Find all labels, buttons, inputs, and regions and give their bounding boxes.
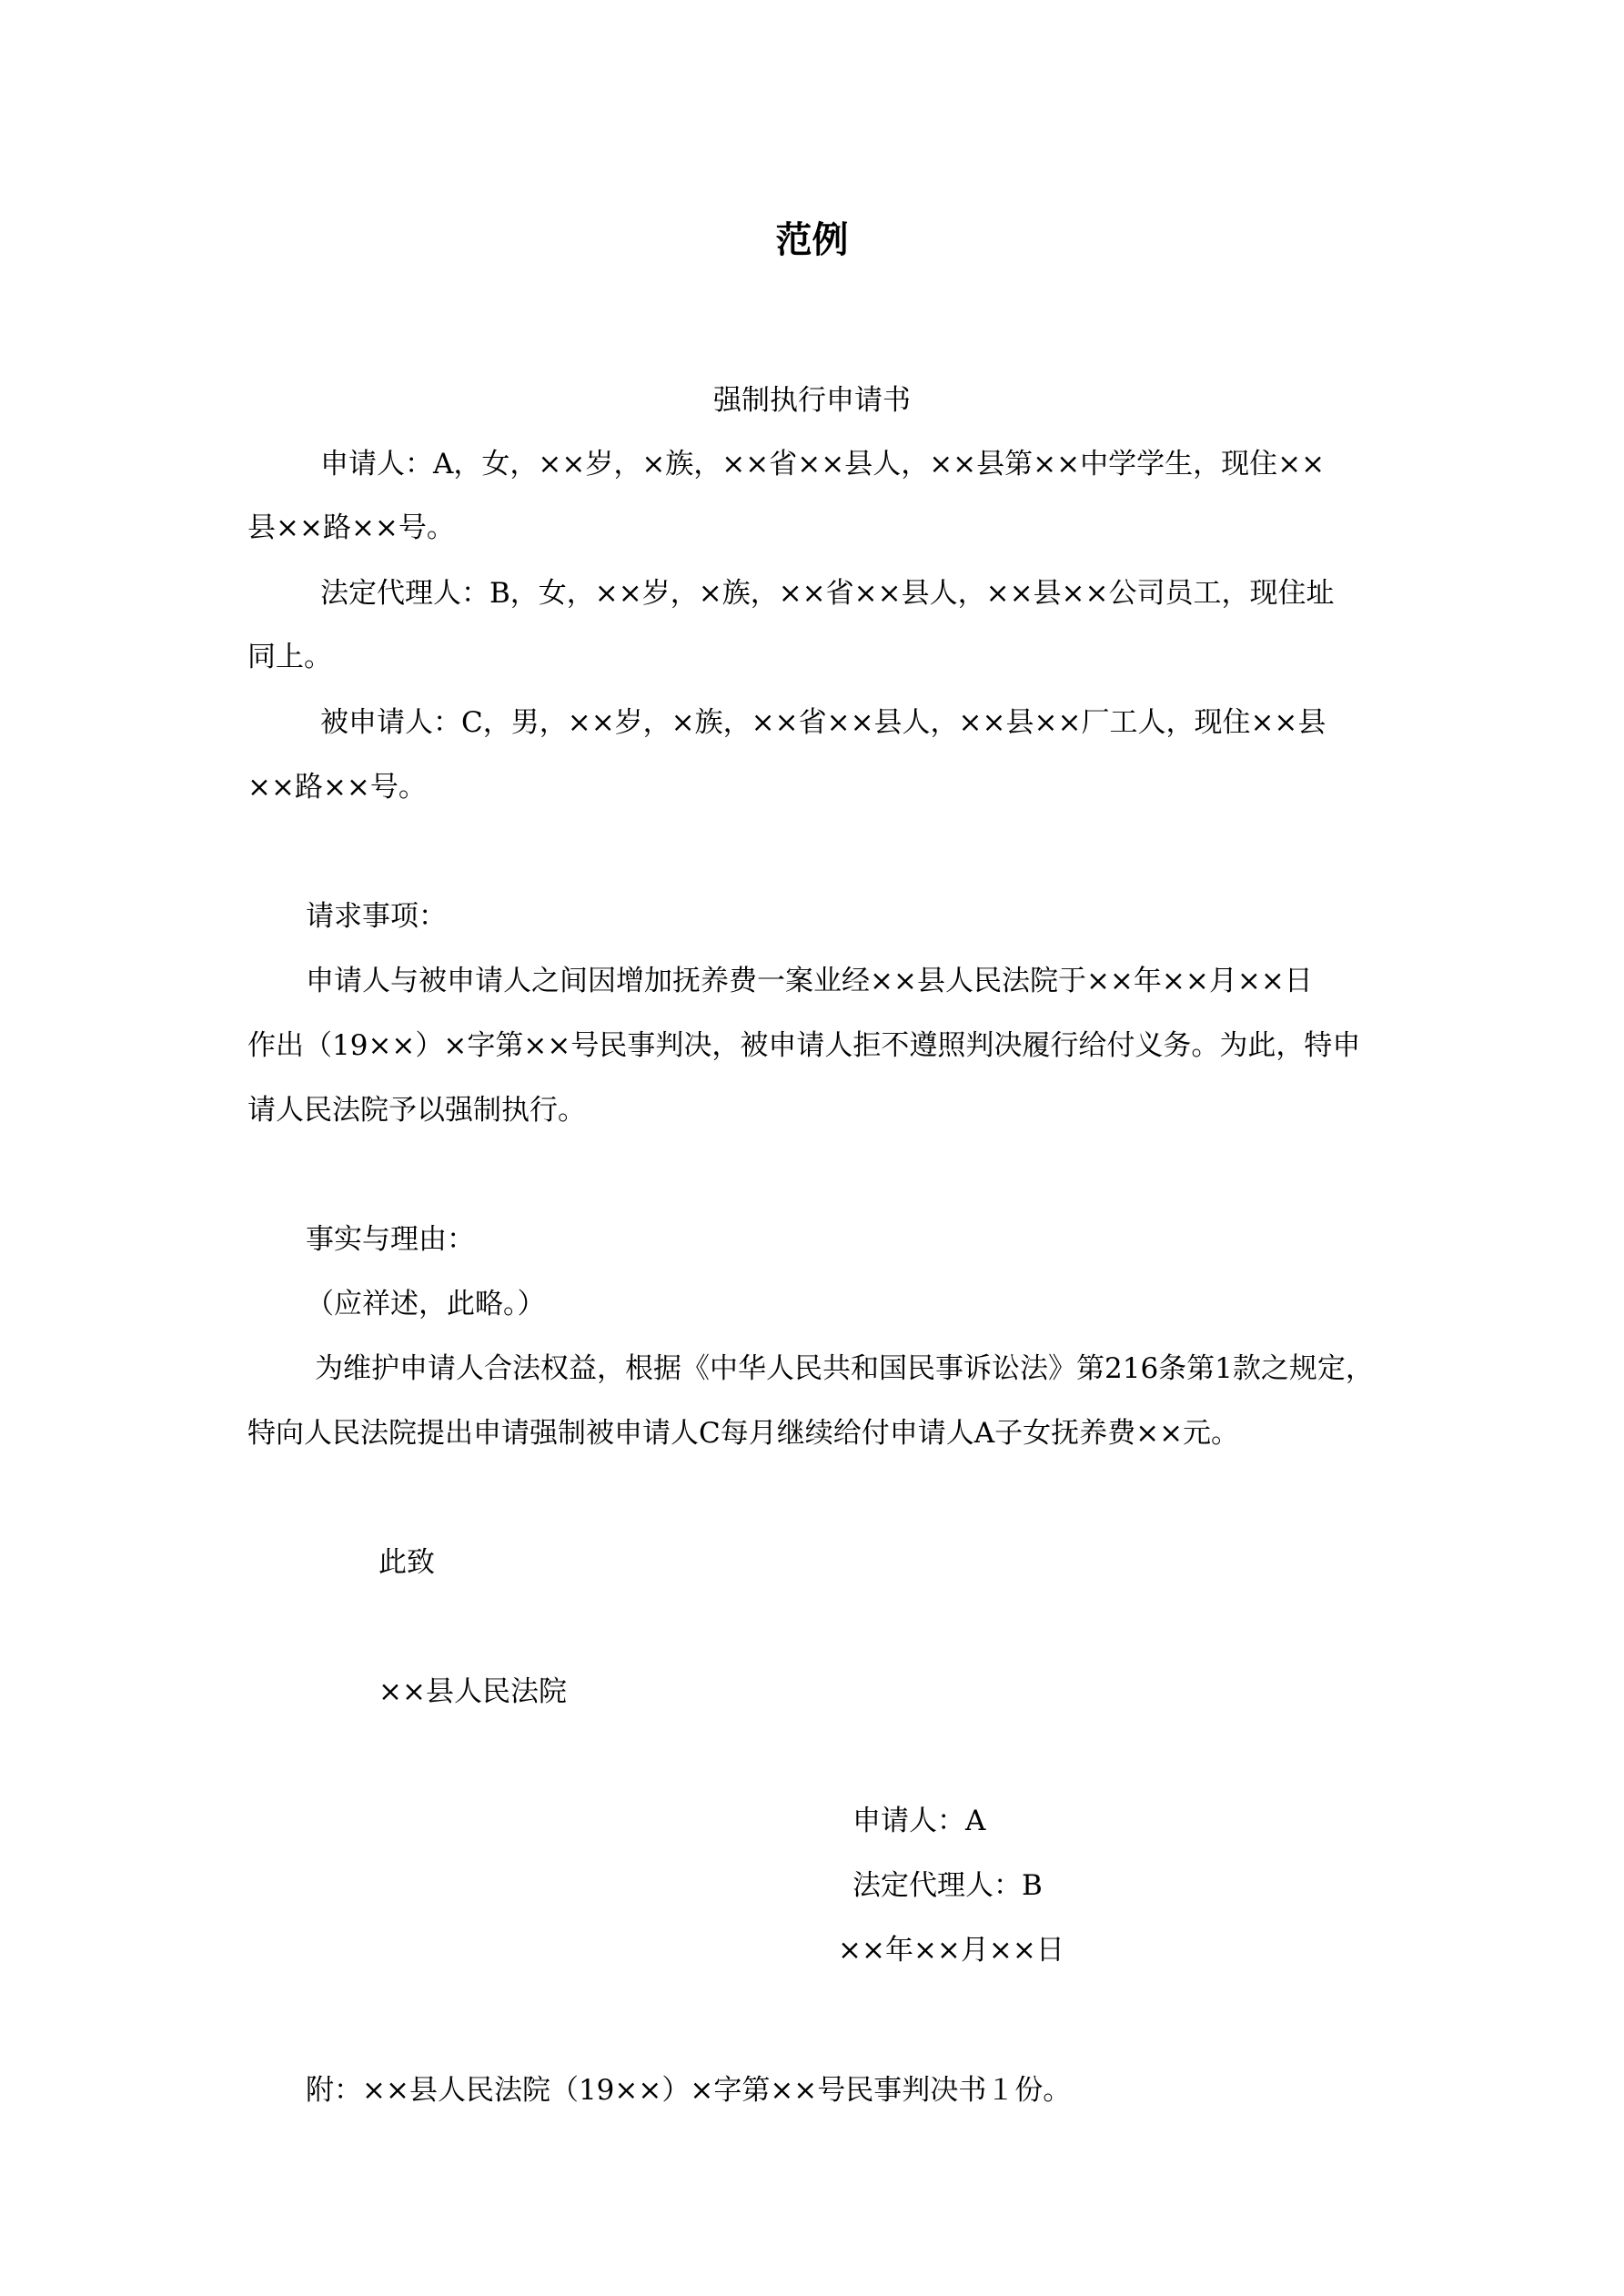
guardian-line-2: 同上。 — [247, 641, 332, 673]
guardian-line-1: 法定代理人：B，女，××岁，×族，××省××县人，××县××公司员工，现住址 — [320, 577, 1335, 610]
facts-line-2: 特向人民法院提出申请强制被申请人C每月继续给付申请人A子女抚养费××元。 — [247, 1417, 1240, 1450]
claims-heading: 请求事项： — [306, 900, 447, 933]
applicant-line-2: 县××路××号。 — [247, 511, 455, 544]
document-title: 强制执行申请书 — [713, 384, 911, 417]
claims-line-3: 请人民法院予以强制执行。 — [247, 1094, 586, 1127]
respondent-line-1: 被申请人：C，男，××岁，×族，××省××县人，××县××厂工人，现住××县 — [320, 706, 1326, 739]
facts-note: （应祥述，此略。） — [306, 1288, 546, 1320]
respondent-line-2: ××路××号。 — [247, 771, 427, 804]
claims-line-1: 申请人与被申请人之间因增加抚养费一案业经××县人民法院于××年××月××日 — [306, 965, 1313, 997]
facts-line-1: 为维护申请人合法权益，根据《中华人民共和国民事诉讼法》第216条第1款之规定， — [315, 1352, 1374, 1385]
signature-applicant: 申请人：A — [852, 1805, 986, 1837]
closing-court: ××县人民法院 — [378, 1675, 567, 1708]
applicant-line-1: 申请人：A，女，××岁，×族，××省××县人，××县第××中学学生，现住×× — [320, 448, 1326, 480]
closing-salutation: 此致 — [378, 1546, 435, 1579]
attachment-note: 附：××县人民法院（19××）×字第××号民事判决书１份。 — [306, 2074, 1072, 2107]
facts-heading: 事实与理由： — [306, 1223, 475, 1256]
signature-date: ××年××月××日 — [838, 1934, 1064, 1967]
claims-line-2: 作出（19××）×字第××号民事判决，被申请人拒不遵照判决履行给付义务。为此，特申 — [247, 1029, 1361, 1062]
document-heading: 范例 — [775, 219, 849, 261]
signature-guardian: 法定代理人：B — [852, 1869, 1043, 1902]
